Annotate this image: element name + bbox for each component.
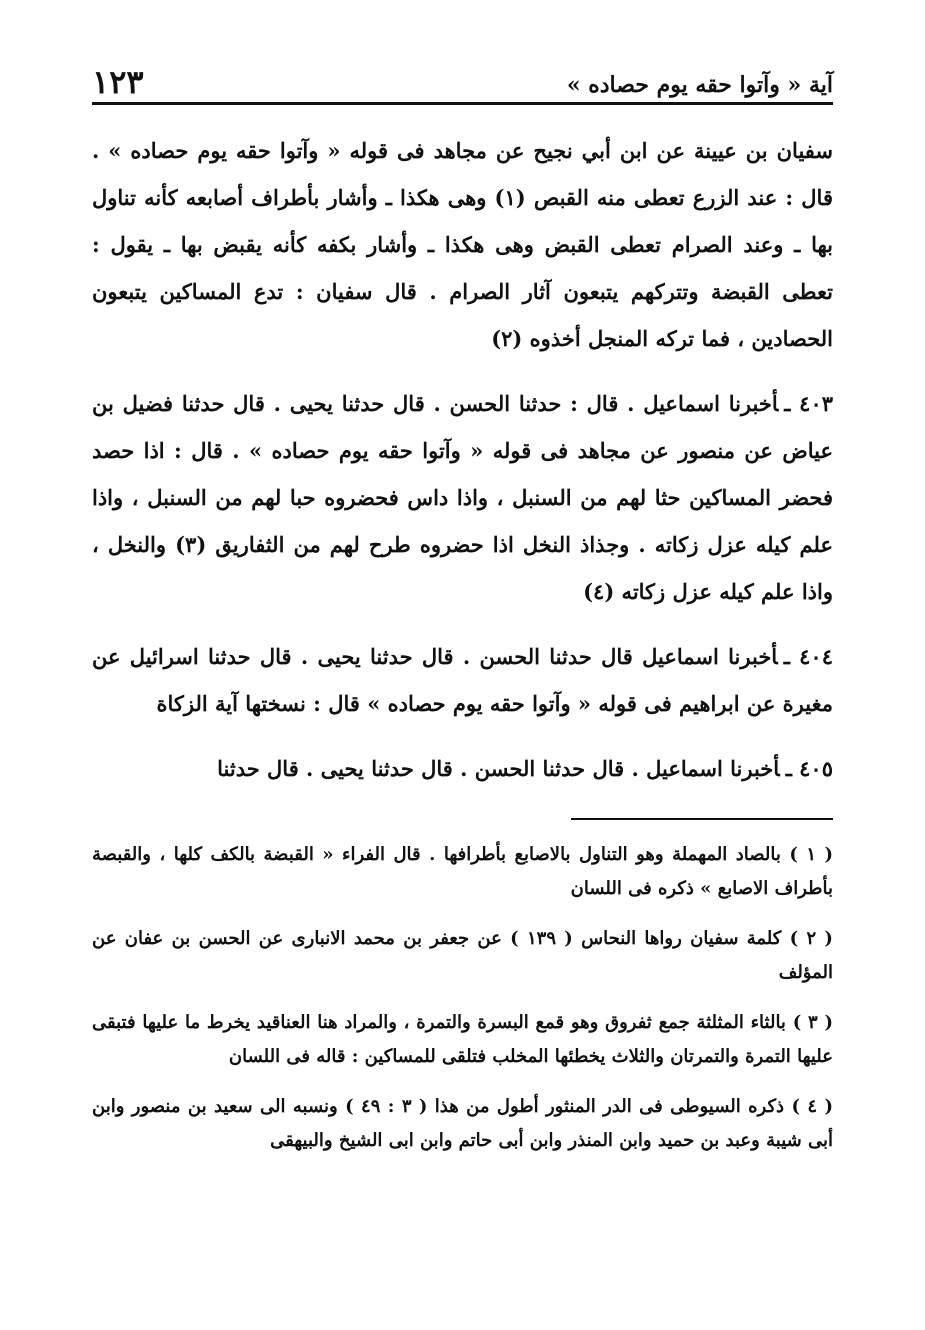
footnote-text: بالثاء المثلثة جمع ثفروق وهو قمع البسرة والتمرة ، والمراد هنا العناقيد يخرط ما عليها فتبقى عليها التمرة والتمرتان والثلاث يخطئها المخلب فتلقى للمساكين : قاله فى اللسان xyxy=(92,1012,833,1067)
paragraph-403 xyxy=(92,380,833,615)
paragraph-405 xyxy=(92,745,833,792)
footnote-2 xyxy=(92,922,833,990)
paragraph-text: أخبرنا اسماعيل . قال حدثنا الحسن . قال حدثنا يحيى . قال حدثنا xyxy=(217,756,780,781)
footnotes xyxy=(92,838,833,1158)
footnote-separator-wrap xyxy=(92,818,833,820)
paragraph-number: ٤٠٣ ـ xyxy=(784,391,834,416)
running-title: آية « وآتوا حقه يوم حصاده » xyxy=(566,71,833,98)
paragraph-number: ٤٠٥ ـ xyxy=(785,756,833,781)
paragraph-text: أخبرنا اسماعيل قال حدثنا الحسن . قال حدثنا يحيى . قال حدثنا اسرائيل عن مغيرة عن ابراهيم فى قوله « وآتوا حقه يوم حصاده » قال : نسختها آية الزكاة xyxy=(92,644,833,716)
paragraph-404 xyxy=(92,633,833,727)
footnote-1 xyxy=(92,838,833,906)
paragraph-continuation xyxy=(92,127,833,362)
page-header xyxy=(92,42,833,105)
footnote-marker: ( ٢ ) xyxy=(789,928,833,949)
footnote-4 xyxy=(92,1090,833,1158)
footnote-separator xyxy=(571,818,833,820)
main-text xyxy=(92,127,833,792)
paragraph-text: أخبرنا اسماعيل . قال : حدثنا الحسن . قال حدثنا يحيى . قال حدثنا فضيل بن عياض عن منصور عن مجاهد فى قوله « وآتوا حقه يوم حصاده » . قال : اذا حصد فحضر المساكين حثا لهم من السنبل ، واذا داس فحضروه حبا لهم من السنبل ، واذا علم كيله عزل زكاته . وجذاذ النخل اذا حضروه طرح لهم من الثفاريق (٣) والنخل ، واذا علم كيله عزل زكاته (٤) xyxy=(92,391,833,604)
footnote-text: كلمة سفيان رواها النحاس ( ١٣٩ ) عن جعفر بن محمد الانبارى عن الحسن بن عفان عن المؤلف xyxy=(92,928,833,983)
paragraph-number: ٤٠٤ ـ xyxy=(783,644,833,669)
footnote-marker: ( ١ ) xyxy=(789,844,833,865)
footnote-marker: ( ٤ ) xyxy=(791,1096,833,1117)
paragraph-text: سفيان بن عيينة عن ابن أبي نجيح عن مجاهد فى قوله « وآتوا حقه يوم حصاده » . قال : عند الزرع تعطى منه القبص (١) وهى هكذا ـ وأشار بأطراف أصابعه كأنه تناول بها ـ وعند الصرام تعطى القبض وهى هكذا ـ وأشار بكفه كأنه يقبض بها ـ يقول : تعطى القبضة وتتركهم يتبعون آثار الصرام . قال سفيان : تدع المساكين يتبعون الحصادين ، فما تركه المنجل أخذوه (٢) xyxy=(92,138,833,351)
footnote-text: ذكره السيوطى فى الدر المنثور أطول من هذا ( ٣ : ٤٩ ) ونسبه الى سعيد بن منصور وابن أبى شيبة وعبد بن حميد وابن المنذر وابن أبى حاتم وابن ابى الشيخ والبيهقى xyxy=(92,1096,833,1151)
page-number: ١٢٣ xyxy=(92,63,144,101)
footnote-marker: ( ٣ ) xyxy=(792,1012,833,1033)
footnote-text: بالصاد المهملة وهو التناول بالاصابع بأطرافها . قال الفراء « القبضة بالكف كلها ، والقبصة بأطراف الاصابع » ذكره فى اللسان xyxy=(92,844,833,899)
footnote-3 xyxy=(92,1006,833,1074)
